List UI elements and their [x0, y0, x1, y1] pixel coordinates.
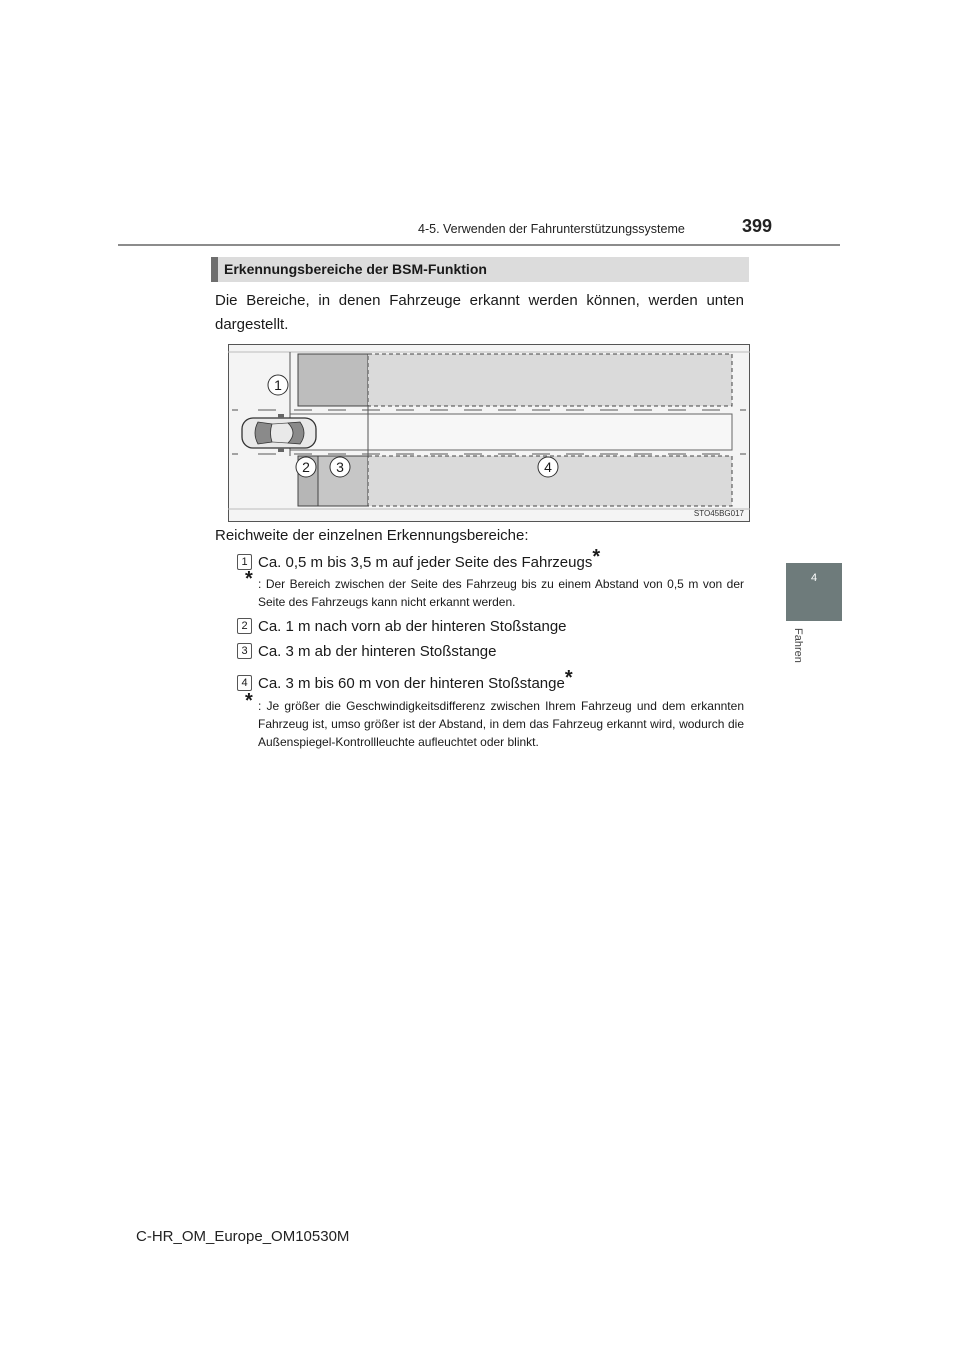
item-number: 1 — [237, 554, 252, 570]
list-item — [237, 667, 573, 692]
chapter-label-wrap — [790, 628, 806, 688]
footnote-text: : Der Bereich zwischen der Seite des Fahrzeug bis zu einem Abstand von 0,5 m von der Seite des Fahrzeugs kann nicht erkannt werden. — [258, 577, 744, 609]
item-text: Ca. 0,5 m bis 3,5 m auf jeder Seite des Fahrzeugs — [258, 554, 593, 571]
item-text: Ca. 3 m bis 60 m von der hinteren Stoßstange — [258, 675, 565, 692]
callout-4-label: 4 — [544, 459, 552, 475]
section-heading-bar — [211, 257, 218, 282]
list-item — [237, 618, 567, 635]
footer-doc-id: C-HR_OM_Europe_OM10530M — [136, 1228, 350, 1245]
footnote-text: : Je größer die Geschwindigkeitsdifferenz zwischen Ihrem Fahrzeug und dem erkannten Fahrzeug ist, umso größer ist der Abstand, in dem das Fahrzeug erkannt wird, wodurch die Außenspiegel-Kontrollleuchte aufleuchtet oder blinkt. — [258, 699, 744, 749]
car-icon — [242, 414, 316, 452]
footnote-marker: * — [592, 546, 601, 568]
chapter-label: Fahren — [792, 628, 804, 663]
zone-upper-near — [298, 354, 368, 406]
bsm-detection-diagram — [228, 344, 750, 522]
item-number: 4 — [237, 675, 252, 691]
item-number: 3 — [237, 643, 252, 659]
footnote — [245, 690, 744, 751]
page-number: 399 — [742, 216, 773, 236]
list-item — [237, 643, 496, 660]
own-lane — [290, 414, 732, 450]
footnote-marker: * — [564, 667, 573, 689]
chapter-number: 4 — [810, 572, 818, 584]
running-header: 4-5. Verwenden der Fahrunterstützungssysteme — [418, 222, 685, 236]
section-title: Erkennungsbereiche der BSM-Funktion — [224, 261, 487, 277]
image-code: STO45BG017 — [693, 509, 744, 518]
callout-2-label: 2 — [302, 459, 310, 475]
callout-3-label: 3 — [336, 459, 344, 475]
header-rule — [118, 244, 840, 246]
footnote-star: * — [245, 690, 253, 712]
reach-heading: Reichweite der einzelnen Erkennungsbereiche: — [215, 527, 529, 544]
zone-upper-far — [368, 354, 732, 406]
list-item — [237, 546, 600, 571]
item-text: Ca. 1 m nach vorn ab der hinteren Stoßstange — [258, 618, 567, 635]
footnote — [245, 568, 744, 611]
callout-1-label: 1 — [274, 377, 282, 393]
intro-paragraph: Die Bereiche, in denen Fahrzeuge erkannt werden können, werden unten dargestellt. — [215, 292, 744, 333]
footnote-star: * — [245, 568, 253, 590]
item-number: 2 — [237, 618, 252, 634]
item-text: Ca. 3 m ab der hinteren Stoßstange — [258, 643, 497, 660]
